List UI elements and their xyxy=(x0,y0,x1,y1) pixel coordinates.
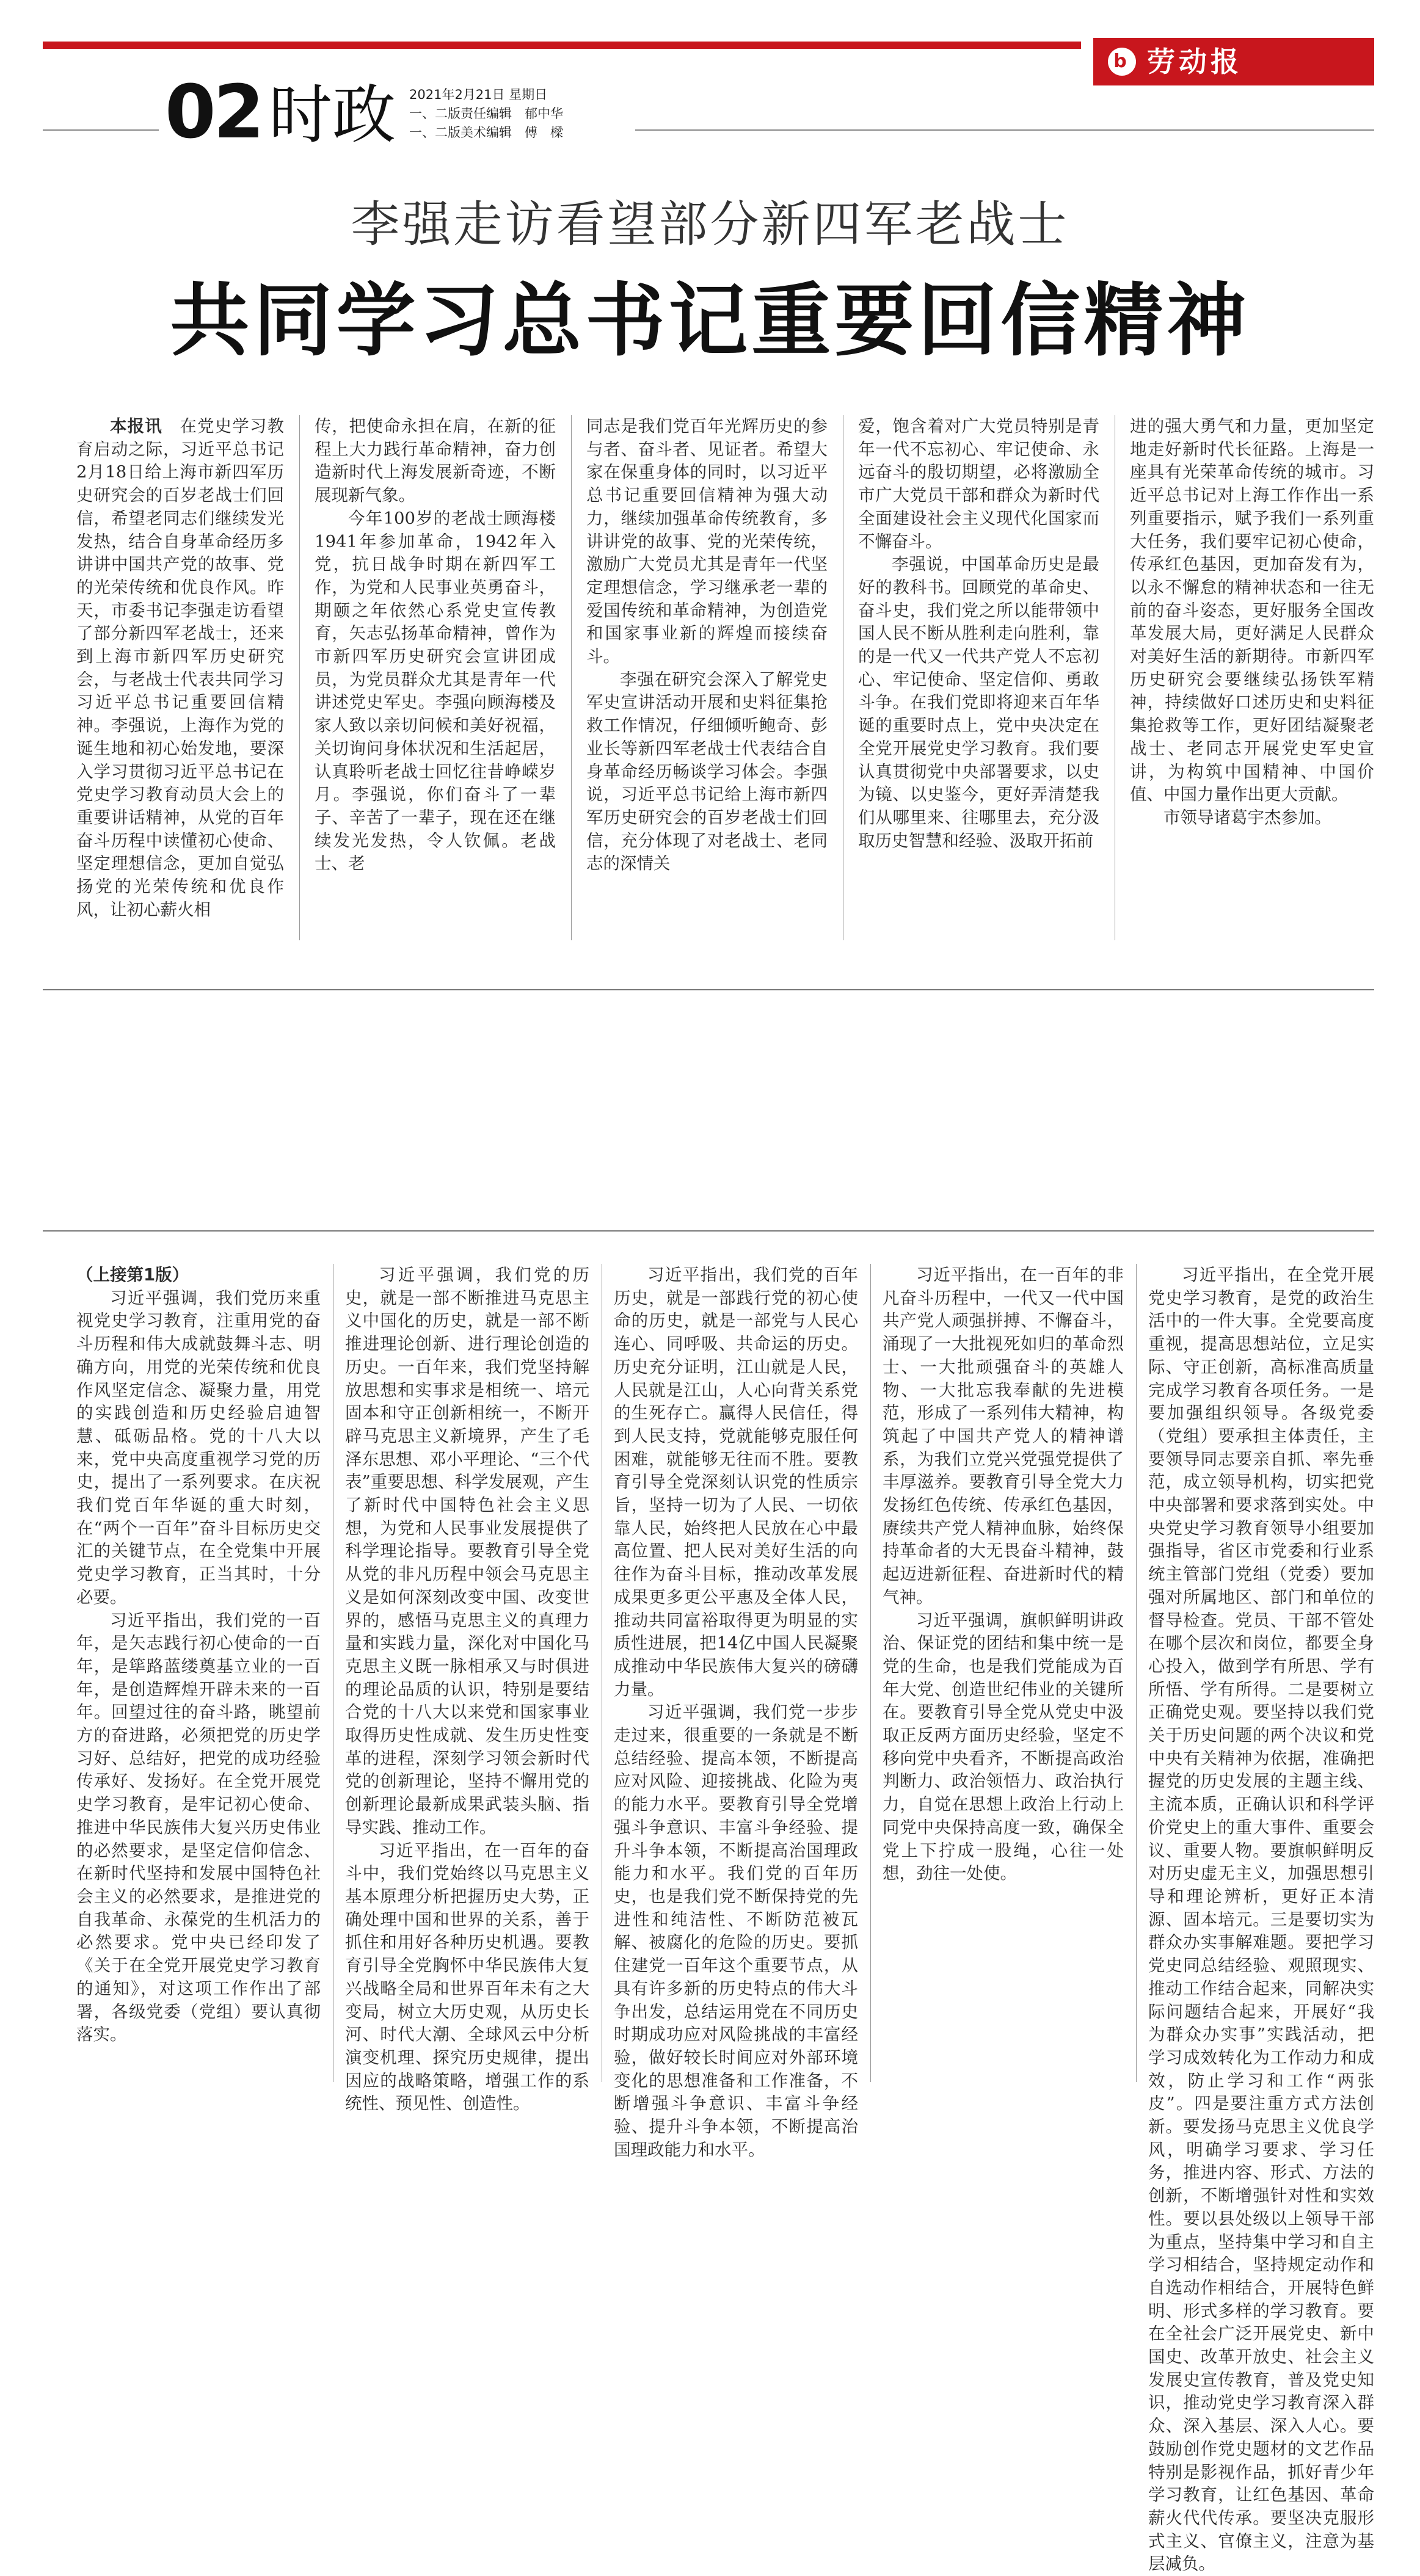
article-kicker: 李强走访看望部分新四军老战士 xyxy=(351,196,1069,253)
page-number: 02 xyxy=(165,70,262,155)
section-divider xyxy=(43,989,1374,990)
continuation-column-3 xyxy=(614,1264,858,2160)
article-column-3 xyxy=(586,415,828,940)
article-headline: 共同学习总书记重要回信精神 xyxy=(170,274,1250,367)
article-column-5 xyxy=(1130,415,1374,940)
continuation-paragraph: 习近平强调，我们党历来重视党史学习教育，注重用党的奋斗历程和伟大成就鼓舞斗志、明确方向，用党的光荣传统和优良作风坚定信念、凝聚力量，用党的实践创造和历史经验启迪智慧、砥砺品格。党的十八大以来，党中央高度重视学习党的历史，提出了一系列要求。在庆祝我们党百年华诞的重大时刻，在“两个一百年”奋斗目标历史交汇的关键节点，在全党集中开展党史学习教育，正当其时，十分必要。 xyxy=(76,1288,321,1607)
art-editor: 一、二版美术编辑 傅 樑 xyxy=(409,125,563,140)
article-column-1 xyxy=(76,415,284,940)
continuation-paragraph: 习近平指出，我们党的一百年，是矢志践行初心使命的一百年，是筚路蓝缕奠基立业的一百年，是创造辉煌开辟未来的一百年。回望过往的奋斗路，眺望前方的奋进路，必须把党的历史学习好、总结好，把党的成功经验传承好、发扬好。在全党开展党史学习教育，是牢记初心使命、推进中华民族伟大复兴历史伟业的必然要求，是坚定信仰信念、在新时代坚持和发展中国特色社会主义的必然要求，是推进党的自我革命、永葆党的生机活力的必然要求。党中央已经印发了《关于在全党开展党史学习教育的通知》，对这项工作作出了部署，各级党委（党组）要认真彻落实。 xyxy=(76,1610,321,2045)
continuation-paragraph: 习近平强调，旗帜鲜明讲政治、保证党的团结和集中统一是党的生命，也是我们党能成为百年大党、创造世纪伟业的关键所在。要教育引导全党从党史中汲取正反两方面历史经验，坚定不移向党中央看齐，不断提高政治判断力、政治领悟力、政治执行力，自觉在思想上政治上行动上同党中央保持高度一致，确保全党上下拧成一股绳，心往一处想，劲往一处使。 xyxy=(883,1610,1124,1884)
article-paragraph: 李强在研究会深入了解党史军史宣讲活动开展和史料征集抢救工作情况，仔细倾听鲍奇、彭业长等新四军老战士代表结合自身革命经历畅谈学习体会。李强说，习近平总书记给上海市新四军历史研究会的百岁老战士们回信，充分体现了对老战士、老同志的深情关 xyxy=(586,669,828,874)
newspaper-logo xyxy=(1093,38,1374,85)
header-rule-left xyxy=(43,129,159,131)
responsible-editor: 一、二版责任编辑 郁中华 xyxy=(409,106,563,121)
continuation-column-1 xyxy=(76,1264,321,2082)
logo-mark-icon: b xyxy=(1108,48,1136,76)
paragraph-text: 在党史学习教育启动之际，习近平总书记2月18日给上海市新四军历史研究会的百岁老战士们回信，希望老同志们继续发光发热，结合自身革命经历多讲讲中国共产党的故事、党的光荣传统和优良作风。昨天，市委书记李强走访看望了部分新四军老战士，还来到上海市新四军历史研究会，与老战士代表共同学习习近平总书记重要回信精神。李强说，上海作为党的诞生地和初心始发地，要深入学习贯彻习近平总书记在党史学习教育动员大会上的重要讲话精神，从党的百年奋斗历程中读懂初心使命、坚定理想信念，更加自觉弘扬党的光荣传统和优良作风，让初心薪火相 xyxy=(76,416,285,920)
article-column-4 xyxy=(858,415,1099,940)
article-paragraph: 市领导诸葛宇杰参加。 xyxy=(1163,807,1331,827)
continuation-paragraph: 习近平指出，在一百年的奋斗中，我们党始终以马克思主义基本原理分析把握历史大势，正确处理中国和世界的关系，善于抓住和用好各种历史机遇。要教育引导全党胸怀中华民族伟大复兴战略全局和世界百年未有之大变局，树立大历史观，从历史长河、时代大潮、全球风云中分析演变机理、探究历史规律，提出因应的战略策略，增强工作的系统性、预见性、创造性。 xyxy=(345,1840,589,2114)
article-paragraph: 传，把使命永担在肩，在新的征程上大力践行革命精神，奋力创造新时代上海发展新奇迹，不断展现新气象。 xyxy=(315,416,556,506)
continuation-column-4 xyxy=(883,1264,1124,2082)
logo-text: 劳动报 xyxy=(1147,45,1242,78)
column-divider xyxy=(870,1264,871,2082)
lead-tag: 本报讯 xyxy=(110,416,162,436)
header-rule-right xyxy=(635,129,1374,131)
section-divider xyxy=(43,1230,1374,1232)
continuation-column-5 xyxy=(1148,1264,1374,2574)
continuation-label: （上接第1版） xyxy=(76,1265,189,1285)
continuation-paragraph: 习近平指出，在一百年的非凡奋斗历程中，一代又一代中国共产党人顽强拼搏、不懈奋斗，涌现了一大批视死如归的革命烈士、一大批顽强奋斗的英雄人物、一大批忘我奉献的先进模范，形成了一系列伟大精神，构筑起了中国共产党人的精神谱系，为我们立党兴党强党提供了丰厚滋养。要教育引导全党大力发扬红色传统、传承红色基因，赓续共产党人精神血脉，始终保持革命者的大无畏奋斗精神，鼓起迈进新征程、奋进新时代的精气神。 xyxy=(883,1265,1124,1607)
continuation-paragraph: 习近平强调，我们党的历史，就是一部不断推进马克思主义中国化的历史，就是一部不断推进理论创新、进行理论创造的历史。一百年来，我们党坚持解放思想和实事求是相统一、培元固本和守正创新相统一，不断开辟马克思主义新境界，产生了毛泽东思想、邓小平理论、“三个代表”重要思想、科学发展观，产生了新时代中国特色社会主义思想，为党和人民事业发展提供了科学理论指导。要教育引导全党从党的非凡历程中领会马克思主义是如何深刻改变中国、改变世界的，感悟马克思主义的真理力量和实践力量，深化对中国化马克思主义既一脉相承又与时俱进的理论品质的认识，特别是要结合党的十八大以来党和国家事业取得历史性成就、发生历史性变革的进程，深刻学习领会新时代党的创新理论，坚持不懈用党的创新理论最新成果武装头脑、指导实践、推动工作。 xyxy=(345,1265,589,1837)
article-paragraph xyxy=(76,415,284,921)
top-red-rule-left xyxy=(43,42,1081,49)
continuation-paragraph: 习近平指出，我们党的百年历史，就是一部践行党的初心使命的历史，就是一部党与人民心连心、同呼吸、共命运的历史。历史充分证明，江山就是人民，人民就是江山，人心向背关系党的生死存亡。赢得人民信任，得到人民支持，党就能够克服任何困难，就能够无往而不胜。要教育引导全党深刻认识党的性质宗旨，坚持一切为了人民、一切依靠人民，始终把人民放在心中最高位置、把人民对美好生活的向往作为奋斗目标，推动改革发展成果更多更公平惠及全体人民，推动共同富裕取得更为明显的实质性进展，把14亿中国人民凝聚成推动中华民族伟大复兴的磅礴力量。 xyxy=(614,1265,858,1699)
column-divider xyxy=(1136,1264,1137,2082)
article-paragraph: 进的强大勇气和力量，更加坚定地走好新时代长征路。上海是一座具有光荣革命传统的城市。习近平总书记对上海工作作出一系列重要指示，赋予我们一系列重大任务，我们要牢记初心使命，传承红色基因，更加奋发有为，以永不懈怠的精神状态和一往无前的奋斗姿态，更好服务全国改革发展大局，更好满足人民群众对美好生活的新期待。市新四军历史研究会要继续弘扬铁军精神，持续做好口述历史和史料征集抢救等工作，更好团结凝聚老战士、老同志开展党史军史宣讲，为构筑中国精神、中国价值、中国力量作出更大贡献。 xyxy=(1130,416,1374,805)
issue-date: 2021年2月21日 星期日 xyxy=(409,87,548,102)
section-name: 时政 xyxy=(269,78,396,152)
column-divider xyxy=(299,415,300,940)
article-paragraph: 爱，饱含着对广大党员特别是青年一代不忘初心、牢记使命、永远奋斗的殷切期望，必将激励全市广大党员干部和群众为新时代全面建设社会主义现代化国家而不懈奋斗。 xyxy=(858,416,1099,551)
article-column-2 xyxy=(315,415,556,940)
continuation-paragraph: 习近平强调，我们党一步步走过来，很重要的一条就是不断总结经验、提高本领，不断提高应对风险、迎接挑战、化险为夷的能力水平。要教育引导全党增强斗争意识、丰富斗争经验、提升斗争本领，不断提高治国理政能力和水平。我们党的百年历史，也是我们党不断保持党的先进性和纯洁性、不断防范被瓦解、被腐化的危险的历史。要抓住建党一百年这个重要节点，从具有许多新的历史特点的伟大斗争出发，总结运用党在不同历史时期成功应对风险挑战的丰富经验，做好较长时间应对外部环境变化的思想准备和工作准备，不断增强斗争意识、丰富斗争经验、提升斗争本领，不断提高治国理政能力和水平。 xyxy=(614,1702,858,2160)
article-paragraph: 今年100岁的老战士顾海楼1941年参加革命，1942年入党，抗日战争时期在新四军工作，为党和人民事业英勇奋斗，期颐之年依然心系党史宣传教育，矢志弘扬革命精神，曾作为市新四军历史研究会宣讲团成员，为党员群众尤其是青年一代讲述党史军史。李强向顾海楼及家人致以亲切问候和美好祝福，关切询问身体状况和生活起居，认真聆听老战士回忆往昔峥嵘岁月。李强说，你们奋斗了一辈子、辛苦了一辈子，现在还在继续发光发热，令人钦佩。老战士、老 xyxy=(315,508,556,874)
continuation-column-2 xyxy=(345,1264,589,2114)
issue-meta xyxy=(409,85,563,142)
article-paragraph: 同志是我们党百年光辉历史的参与者、奋斗者、见证者。希望大家在保重身体的同时，以习近平总书记重要回信精神为强大动力，继续加强革命传统教育，多讲讲党的故事、党的光荣传统，激励广大党员尤其是青年一代坚定理想信念，学习继承老一辈的爱国传统和革命精神，为创造党和国家事业新的辉煌而接续奋斗。 xyxy=(586,416,828,667)
column-divider xyxy=(571,415,572,940)
continuation-paragraph: 习近平指出，在全党开展党史学习教育，是党的政治生活中的一件大事。全党要高度重视，提高思想站位，立足实际、守正创新，高标准高质量完成学习教育各项任务。一是要加强组织领导。各级党委（党组）要承担主体责任，主要领导同志要亲自抓、率先垂范，成立领导机构，切实把党中央部署和要求落到实处。中央党史学习教育领导小组要加强指导，省区市党委和行业系统主管部门党组（党委）要加强对所属地区、部门和单位的督导检查。党员、干部不管处在哪个层次和岗位，都要全身心投入，做到学有所思、学有所悟、学有所得。二是要树立正确党史观。要坚持以我们党关于历史问题的两个决议和党中央有关精神为依据，准确把握党的历史发展的主题主线、主流本质，正确认识和科学评价党史上的重大事件、重要会议、重要人物。要旗帜鲜明反对历史虚无主义，加强思想引导和理论辨析，更好正本清源、固本培元。三是要切实为群众办实事解难题。要把学习党史同总结经验、观照现实、推动工作结合起来，同解决实际问题结合起来，开展好“我为群众办实事”实践活动，把学习成效转化为工作动力和成效，防止学习和工作“两张皮”。四是要注重方式方法创新。要发扬马克思主义优良学风，明确学习要求、学习任务，推进内容、形式、方法的创新，不断增强针对性和实效性。要以县处级以上领导干部为重点，坚持集中学习和自主学习相结合，坚持规定动作和自选动作相结合，开展特色鲜明、形式多样的学习教育。要在全社会广泛开展党史、新中国史、改革开放史、社会主义发展史宣传教育，普及党史知识，推动党史学习教育深入群众、深入基层、深入人心。要鼓励创作党史题材的文艺作品特别是影视作品，抓好青少年学习教育，让红色基因、革命薪火代代传承。要坚决克服形式主义、官僚主义，注意为基层减负。 xyxy=(1148,1265,1374,2574)
article-paragraph: 李强说，中国革命历史是最好的教科书。回顾党的革命史、奋斗史，我们党之所以能带领中国人民不断从胜利走向胜利，靠的是一代又一代共产党人不忘初心、牢记使命、坚定信仰、勇敢斗争。在我们党即将迎来百年华诞的重要时点上，党中央决定在全党开展党史学习教育。我们要认真贯彻党中央部署要求，以史为镜、以史鉴今，更好弄清楚我们从哪里来、往哪里去，充分汲取历史智慧和经验、汲取开拓前 xyxy=(858,554,1099,851)
